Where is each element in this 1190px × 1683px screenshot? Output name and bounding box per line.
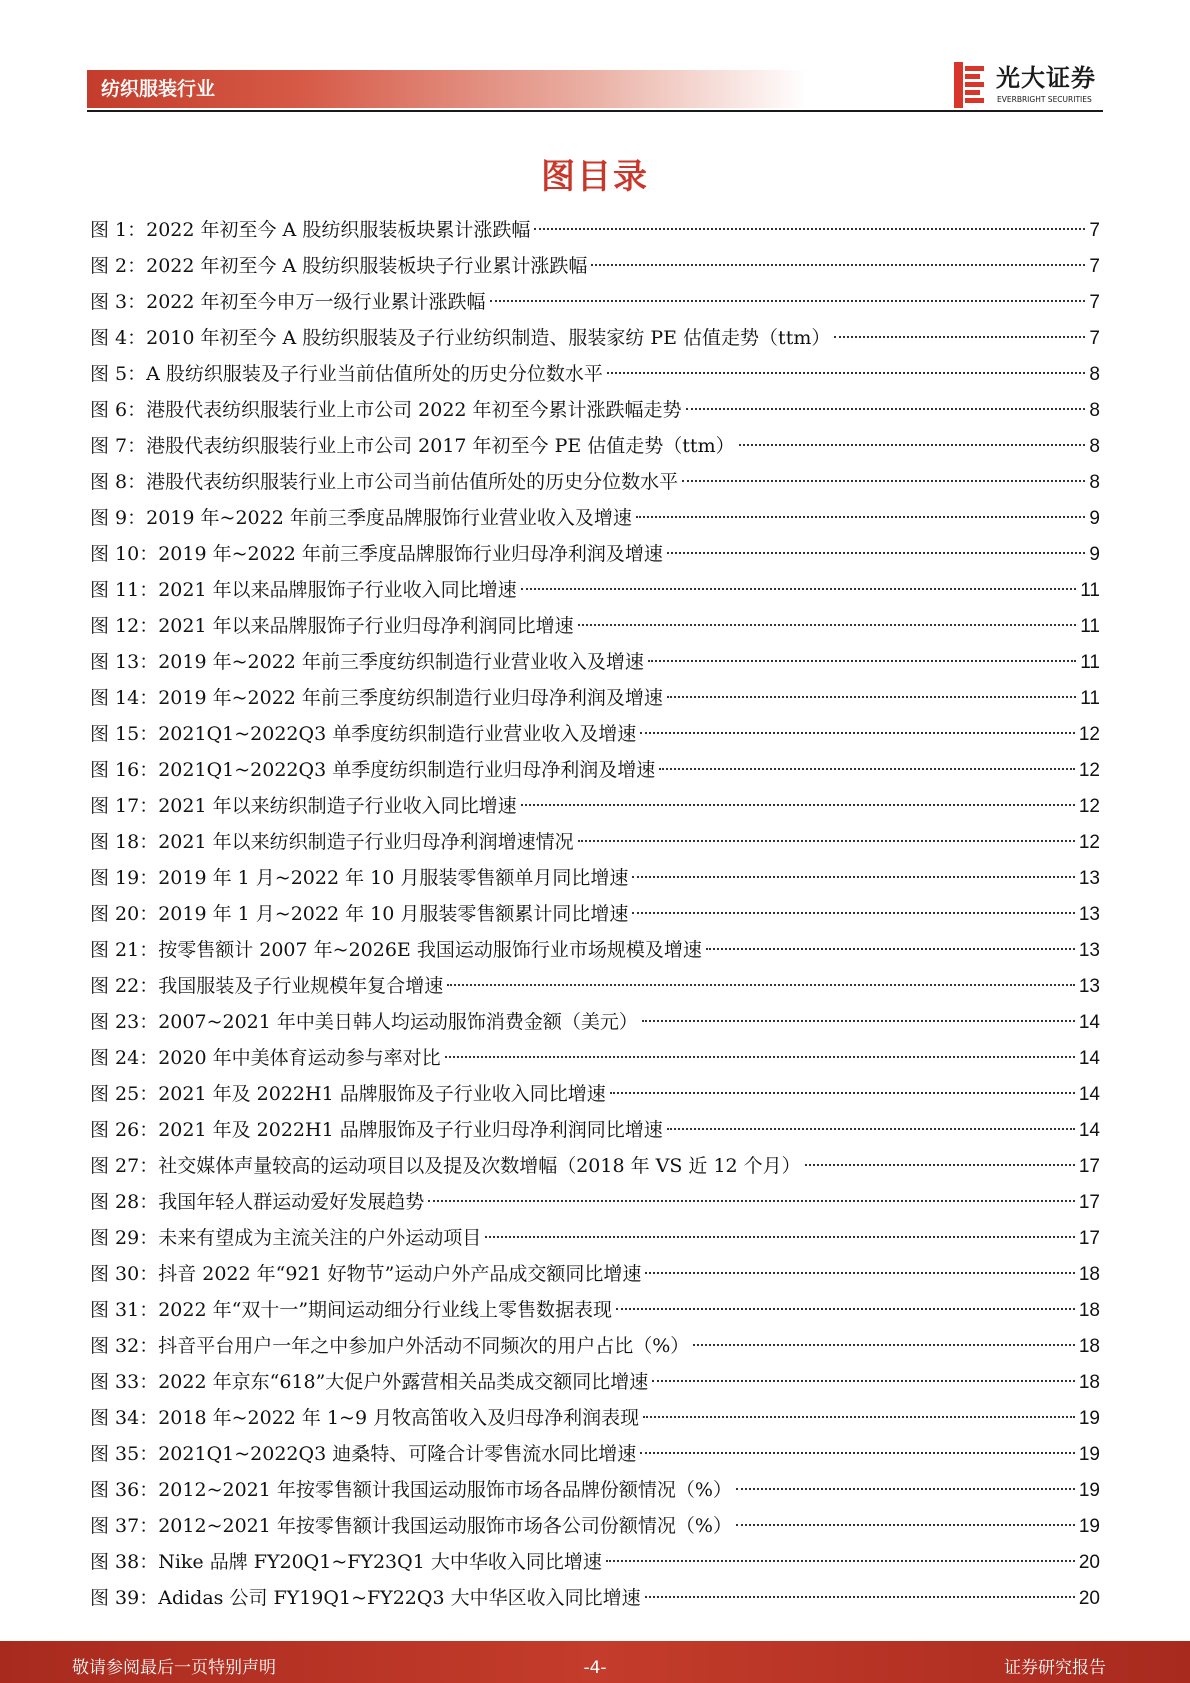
footer-disclaimer: 敬请参阅最后一页特别声明 <box>72 1658 276 1678</box>
toc-entry-page: 7 <box>1089 292 1100 313</box>
toc-dot-leader <box>648 660 1076 662</box>
toc-entry[interactable] <box>90 1367 1100 1403</box>
toc-dot-leader <box>645 1272 1074 1274</box>
toc-entry-label: 图 29：未来有望成为主流关注的户外运动项目 <box>90 1227 482 1249</box>
toc-entry-label: 图 14：2019 年~2022 年前三季度纺织制造行业归母净利润及增速 <box>90 687 663 709</box>
toc-entry-page: 18 <box>1078 1372 1100 1393</box>
toc-entry-label: 图 1：2022 年初至今 A 股纺织服装板块累计涨跌幅 <box>90 219 531 241</box>
toc-entry-label: 图 33：2022 年京东“618”大促户外露营相关品类成交额同比增速 <box>90 1371 649 1393</box>
toc-entry-page: 11 <box>1080 580 1100 601</box>
toc-entry-page: 13 <box>1078 940 1100 961</box>
toc-entry[interactable] <box>90 1295 1100 1331</box>
toc-entry-page: 13 <box>1078 904 1100 925</box>
toc-entry-page: 13 <box>1078 976 1100 997</box>
toc-dot-leader <box>643 1416 1075 1418</box>
toc-entry-page: 18 <box>1078 1336 1100 1357</box>
toc-entry-label: 图 22：我国服装及子行业规模年复合增速 <box>90 975 444 997</box>
toc-entry-page: 9 <box>1089 544 1100 565</box>
toc-entry-label: 图 28：我国年轻人群运动爱好发展趋势 <box>90 1191 425 1213</box>
brand-name-en: EVERBRIGHT SECURITIES <box>997 95 1092 104</box>
toc-entry-label: 图 9：2019 年~2022 年前三季度品牌服饰行业营业收入及增速 <box>90 507 632 529</box>
toc-heading: 图目录 <box>541 157 649 197</box>
toc-entry-label: 图 4：2010 年初至今 A 股纺织服装及子行业纺织制造、服装家纺 PE 估值走势（ttm） <box>90 327 831 349</box>
section-title: 纺织服装行业 <box>101 78 216 100</box>
toc-entry[interactable] <box>90 431 1100 467</box>
toc-entry-page: 17 <box>1078 1156 1100 1177</box>
toc-entry-page: 12 <box>1078 760 1100 781</box>
toc-entry[interactable] <box>90 971 1100 1007</box>
toc-dot-leader <box>645 1596 1075 1598</box>
toc-entry-page: 18 <box>1078 1264 1100 1285</box>
toc-entry-label: 图 26：2021 年及 2022H1 品牌服饰及子行业归母净利润同比增速 <box>90 1119 663 1141</box>
toc-entry[interactable] <box>90 1331 1100 1367</box>
toc-entry-label: 图 3：2022 年初至今申万一级行业累计涨跌幅 <box>90 291 486 313</box>
toc-entry[interactable] <box>90 1475 1100 1511</box>
toc-dot-leader <box>534 228 1085 230</box>
toc-entry[interactable] <box>90 755 1100 791</box>
toc-entry[interactable] <box>90 467 1100 503</box>
toc-dot-leader <box>632 876 1075 878</box>
toc-dot-leader <box>485 1236 1075 1238</box>
toc-entry-label: 图 13：2019 年~2022 年前三季度纺织制造行业营业收入及增速 <box>90 651 644 673</box>
toc-entry-page: 17 <box>1078 1228 1100 1249</box>
toc-entry-page: 20 <box>1078 1588 1100 1609</box>
toc-dot-leader <box>521 804 1075 806</box>
toc-entry[interactable] <box>90 935 1100 971</box>
toc-entry[interactable] <box>90 683 1100 719</box>
toc-entry-label: 图 31：2022 年“双十一”期间运动细分行业线上零售数据表现 <box>90 1299 613 1321</box>
toc-entry-page: 11 <box>1080 688 1100 709</box>
toc-entry-label: 图 19：2019 年 1 月~2022 年 10 月服装零售额单月同比增速 <box>90 867 629 889</box>
page-number: -4- <box>583 1658 607 1678</box>
toc-entry-label: 图 18：2021 年以来纺织制造子行业归母净利润增速情况 <box>90 831 574 853</box>
toc-entry-page: 12 <box>1078 796 1100 817</box>
toc-entry[interactable] <box>90 215 1100 251</box>
toc-entry[interactable] <box>90 1583 1100 1619</box>
toc-entry[interactable] <box>90 287 1100 323</box>
toc-entry[interactable] <box>90 1547 1100 1583</box>
toc-entry-label: 图 12：2021 年以来品牌服饰子行业归母净利润同比增速 <box>90 615 574 637</box>
toc-entry-page: 8 <box>1089 436 1100 457</box>
toc-entry-label: 图 27：社交媒体声量较高的运动项目以及提及次数增幅（2018 年 VS 近 12 个月） <box>90 1155 801 1177</box>
toc-entry[interactable] <box>90 1187 1100 1223</box>
toc-entry[interactable] <box>90 1151 1100 1187</box>
toc-dot-leader <box>686 408 1086 410</box>
toc-entry-label: 图 11：2021 年以来品牌服饰子行业收入同比增速 <box>90 579 517 601</box>
toc-dot-leader <box>736 1524 1075 1526</box>
toc-entry[interactable] <box>90 539 1100 575</box>
toc-entry-page: 12 <box>1078 832 1100 853</box>
toc-dot-leader <box>706 948 1075 950</box>
toc-entry[interactable] <box>90 1511 1100 1547</box>
toc-entry-label: 图 6：港股代表纺织服装行业上市公司 2022 年初至今累计涨跌幅走势 <box>90 399 682 421</box>
toc-dot-leader <box>428 1200 1075 1202</box>
toc-dot-leader <box>607 372 1086 374</box>
toc-entry-page: 9 <box>1089 508 1100 529</box>
toc-entry[interactable] <box>90 1115 1100 1151</box>
brand-name-cn: 光大证券 <box>996 64 1096 92</box>
toc-entry-page: 12 <box>1078 724 1100 745</box>
toc-entry-label: 图 36：2012~2021 年按零售额计我国运动服饰市场各品牌份额情况（%） <box>90 1479 732 1501</box>
toc-entry[interactable] <box>90 1043 1100 1079</box>
toc-dot-leader <box>616 1308 1075 1310</box>
toc-entry[interactable] <box>90 503 1100 539</box>
toc-entry-label: 图 30：抖音 2022 年“921 好物节”运动户外产品成交额同比增速 <box>90 1263 642 1285</box>
toc-dot-leader <box>667 552 1085 554</box>
toc-entry-label: 图 35：2021Q1~2022Q3 迪桑特、可隆合计零售流水同比增速 <box>90 1443 637 1465</box>
toc-entry-label: 图 2：2022 年初至今 A 股纺织服装板块子行业累计涨跌幅 <box>90 255 588 277</box>
toc-dot-leader <box>834 336 1085 338</box>
toc-entry-label: 图 23：2007~2021 年中美日韩人均运动服饰消费金额（美元） <box>90 1011 638 1033</box>
toc-dot-leader <box>490 300 1086 302</box>
toc-entry[interactable] <box>90 1439 1100 1475</box>
toc-entry-page: 7 <box>1089 328 1100 349</box>
toc-dot-leader <box>632 912 1075 914</box>
toc-entry[interactable] <box>90 611 1100 647</box>
toc-dot-leader <box>652 1380 1075 1382</box>
header-divider <box>87 110 1103 112</box>
toc-entry[interactable] <box>90 899 1100 935</box>
toc-entry-label: 图 38：Nike 品牌 FY20Q1~FY23Q1 大中华收入同比增速 <box>90 1551 602 1573</box>
toc-entry-page: 14 <box>1078 1048 1100 1069</box>
toc-entry-page: 11 <box>1080 652 1100 673</box>
toc-entry[interactable] <box>90 863 1100 899</box>
toc-entry[interactable] <box>90 1007 1100 1043</box>
footer-report-type: 证券研究报告 <box>1004 1658 1106 1678</box>
toc-entry-label: 图 7：港股代表纺织服装行业上市公司 2017 年初至今 PE 估值走势（ttm） <box>90 435 735 457</box>
toc-entry[interactable] <box>90 647 1100 683</box>
toc-entry-page: 13 <box>1078 868 1100 889</box>
toc-entry-page: 19 <box>1078 1516 1100 1537</box>
toc-entry-page: 7 <box>1089 220 1100 241</box>
toc-entry-page: 8 <box>1089 472 1100 493</box>
toc-entry-page: 14 <box>1078 1120 1100 1141</box>
brand-logo <box>954 62 1104 108</box>
toc-dot-leader <box>447 984 1075 986</box>
toc-dot-leader <box>578 624 1077 626</box>
toc-dot-leader <box>606 1560 1075 1562</box>
toc-entry-page: 11 <box>1080 616 1100 637</box>
toc-dot-leader <box>521 588 1077 590</box>
toc-entry-page: 20 <box>1078 1552 1100 1573</box>
toc-entry[interactable] <box>90 1079 1100 1115</box>
toc-entry[interactable] <box>90 1403 1100 1439</box>
toc-entry[interactable] <box>90 827 1100 863</box>
toc-dot-leader <box>610 1092 1075 1094</box>
toc-entry-label: 图 16：2021Q1~2022Q3 单季度纺织制造行业归母净利润及增速 <box>90 759 656 781</box>
toc-dot-leader <box>693 1344 1075 1346</box>
toc-entry-label: 图 21：按零售额计 2007 年~2026E 我国运动服饰行业市场规模及增速 <box>90 939 702 961</box>
toc-entry-label: 图 15：2021Q1~2022Q3 单季度纺织制造行业营业收入及增速 <box>90 723 637 745</box>
toc-entry-page: 14 <box>1078 1084 1100 1105</box>
figure-list <box>90 215 1100 1619</box>
toc-dot-leader <box>667 1128 1075 1130</box>
toc-entry-label: 图 32：抖音平台用户一年之中参加户外活动不同频次的用户占比（%） <box>90 1335 690 1357</box>
toc-entry[interactable] <box>90 395 1100 431</box>
toc-dot-leader <box>445 1056 1075 1058</box>
toc-entry-label: 图 34：2018 年~2022 年 1~9 月牧高笛收入及归母净利润表现 <box>90 1407 640 1429</box>
toc-entry[interactable] <box>90 1259 1100 1295</box>
toc-entry-page: 14 <box>1078 1012 1100 1033</box>
toc-entry-label: 图 24：2020 年中美体育运动参与率对比 <box>90 1047 441 1069</box>
toc-entry-label: 图 8：港股代表纺织服装行业上市公司当前估值所处的历史分位数水平 <box>90 471 679 493</box>
toc-dot-leader <box>682 480 1085 482</box>
toc-entry[interactable] <box>90 323 1100 359</box>
toc-entry-label: 图 25：2021 年及 2022H1 品牌服饰及子行业收入同比增速 <box>90 1083 606 1105</box>
toc-entry-page: 8 <box>1089 400 1100 421</box>
toc-entry-label: 图 39：Adidas 公司 FY19Q1~FY22Q3 大中华区收入同比增速 <box>90 1587 641 1609</box>
toc-entry[interactable] <box>90 251 1100 287</box>
toc-entry-page: 19 <box>1078 1480 1100 1501</box>
toc-dot-leader <box>636 516 1086 518</box>
toc-entry-page: 8 <box>1089 364 1100 385</box>
toc-entry-page: 19 <box>1078 1444 1100 1465</box>
toc-entry[interactable] <box>90 575 1100 611</box>
toc-entry-label: 图 5：A 股纺织服装及子行业当前估值所处的历史分位数水平 <box>90 363 603 385</box>
toc-dot-leader <box>591 264 1085 266</box>
toc-dot-leader <box>659 768 1075 770</box>
toc-entry[interactable] <box>90 719 1100 755</box>
toc-entry-label: 图 17：2021 年以来纺织制造子行业收入同比增速 <box>90 795 517 817</box>
toc-dot-leader <box>739 444 1086 446</box>
toc-dot-leader <box>578 840 1075 842</box>
toc-entry-page: 19 <box>1078 1408 1100 1429</box>
toc-entry-page: 18 <box>1078 1300 1100 1321</box>
toc-entry-label: 图 10：2019 年~2022 年前三季度品牌服饰行业归母净利润及增速 <box>90 543 663 565</box>
toc-dot-leader <box>805 1164 1075 1166</box>
toc-entry-label: 图 37：2012~2021 年按零售额计我国运动服饰市场各公司份额情况（%） <box>90 1515 732 1537</box>
toc-entry[interactable] <box>90 791 1100 827</box>
everbright-logo-icon <box>954 62 986 108</box>
toc-dot-leader <box>640 1452 1075 1454</box>
toc-dot-leader <box>642 1020 1075 1022</box>
toc-entry-page: 17 <box>1078 1192 1100 1213</box>
toc-dot-leader <box>667 696 1076 698</box>
toc-dot-leader <box>736 1488 1075 1490</box>
toc-entry[interactable] <box>90 359 1100 395</box>
toc-entry-label: 图 20：2019 年 1 月~2022 年 10 月服装零售额累计同比增速 <box>90 903 629 925</box>
toc-entry-page: 7 <box>1089 256 1100 277</box>
toc-entry[interactable] <box>90 1223 1100 1259</box>
toc-dot-leader <box>640 732 1075 734</box>
